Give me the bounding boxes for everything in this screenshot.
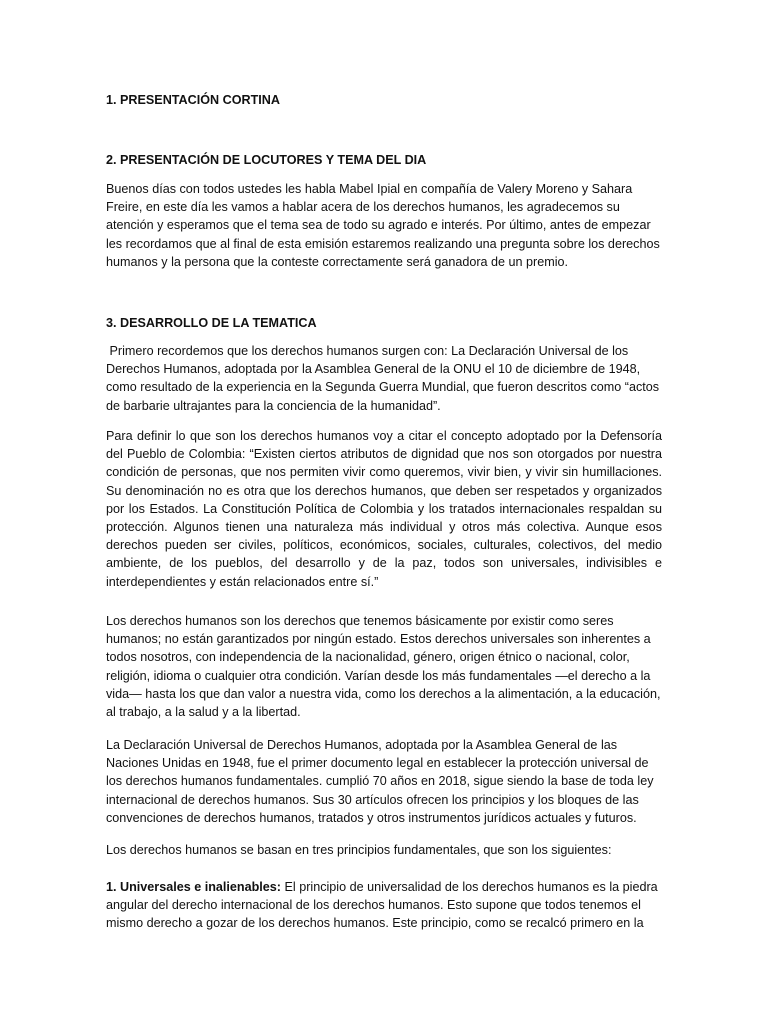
section-3-paragraph-declaration: La Declaración Universal de Derechos Humanos, adoptada por la Asamblea General de las Naciones Unidas en 1948, fue el primer documento legal en establecer la protección universal de los derechos humanos fundamentales. cumplió 70 años en 2018, sigue siendo la base de toda ley internacional de derechos humanos. Sus 30 artículos ofrecen los principios y los bloques de las convenciones de derechos humanos, tratados y otros instrumentos jurídicos actuales y futuros. bbox=[106, 738, 654, 825]
section-2-heading: 2. PRESENTACIÓN DE LOCUTORES Y TEMA DEL DIA bbox=[106, 153, 427, 167]
section-1-heading: 1. PRESENTACIÓN CORTINA bbox=[106, 93, 280, 107]
document-page bbox=[106, 0, 662, 1024]
principle-1-text: El principio de universalidad de los derechos humanos es la piedra angular del derecho internacional de los derechos humanos. Esto supone que todos tenemos el mismo derecho a gozar de los derechos humanos. Este principio, como se recalcó primero en la bbox=[106, 880, 658, 931]
principle-1-paragraph bbox=[106, 878, 662, 933]
principle-1-lead: 1. Universales e inalienables: bbox=[106, 880, 282, 894]
section-3-paragraph-origin: Primero recordemos que los derechos humanos surgen con: La Declaración Universal de los Derechos Humanos, adoptada por la Asamblea General de la ONU el 10 de diciembre de 1948, como resultado de la experiencia en la Segunda Guerra Mundial, que fueron descritos como “actos de barbarie ultrajantes para la conciencia de la humanidad”. bbox=[106, 344, 663, 413]
section-3-paragraph-nature: Los derechos humanos son los derechos que tenemos básicamente por existir como seres humanos; no están garantizados por ningún estado. Estos derechos universales son inherentes a todos nosotros, con independencia de la nacionalidad, género, origen étnico o nacional, color, religión, idioma o cualquier otra condición. Varían desde los más fundamentales —el derecho a la vida— hasta los que dan valor a nuestra vida, como los derechos a la alimentación, a la educación, al trabajo, a la salud y a la libertad. bbox=[106, 614, 661, 720]
section-3-heading: 3. DESARROLLO DE LA TEMATICA bbox=[106, 316, 317, 330]
section-3-paragraph-principles-intro: Los derechos humanos se basan en tres principios fundamentales, que son los siguientes: bbox=[106, 843, 612, 857]
section-3-paragraph-definition: Para definir lo que son los derechos humanos voy a citar el concepto adoptado por la Defensoría del Pueblo de Colombia: “Existen ciertos atributos de dignidad que nos son otorgados por nuestra condición de personas, que nos permiten vivir como queremos, vivir bien, y vivir sin humillaciones. Su denominación no es otra que los derechos humanos, que deben ser respetados y organizados por los Estados. La Constitución Política de Colombia y los tratados internacionales respaldan su protección. Algunos tienen una naturaleza más individual y otros más colectiva. Aunque esos derechos pueden ser civiles, políticos, económicos, sociales, culturales, colectivos, del medio ambiente, de los pueblos, del desarrollo y de la paz, todos son universales, indivisibles e interdependientes y están relacionados entre sí.” bbox=[106, 429, 662, 589]
section-2-paragraph: Buenos días con todos ustedes les habla Mabel Ipial en compañía de Valery Moreno y Sahara Freire, en este día les vamos a hablar acera de los derechos humanos, les agradecemos su atención y esperamos que el tema sea de todo su agrado e interés. Por último, antes de empezar les recordamos que al final de esta emisión estaremos realizando una pregunta sobre los derechos humanos y la persona que la conteste correctamente será ganadora de un premio. bbox=[106, 182, 660, 269]
